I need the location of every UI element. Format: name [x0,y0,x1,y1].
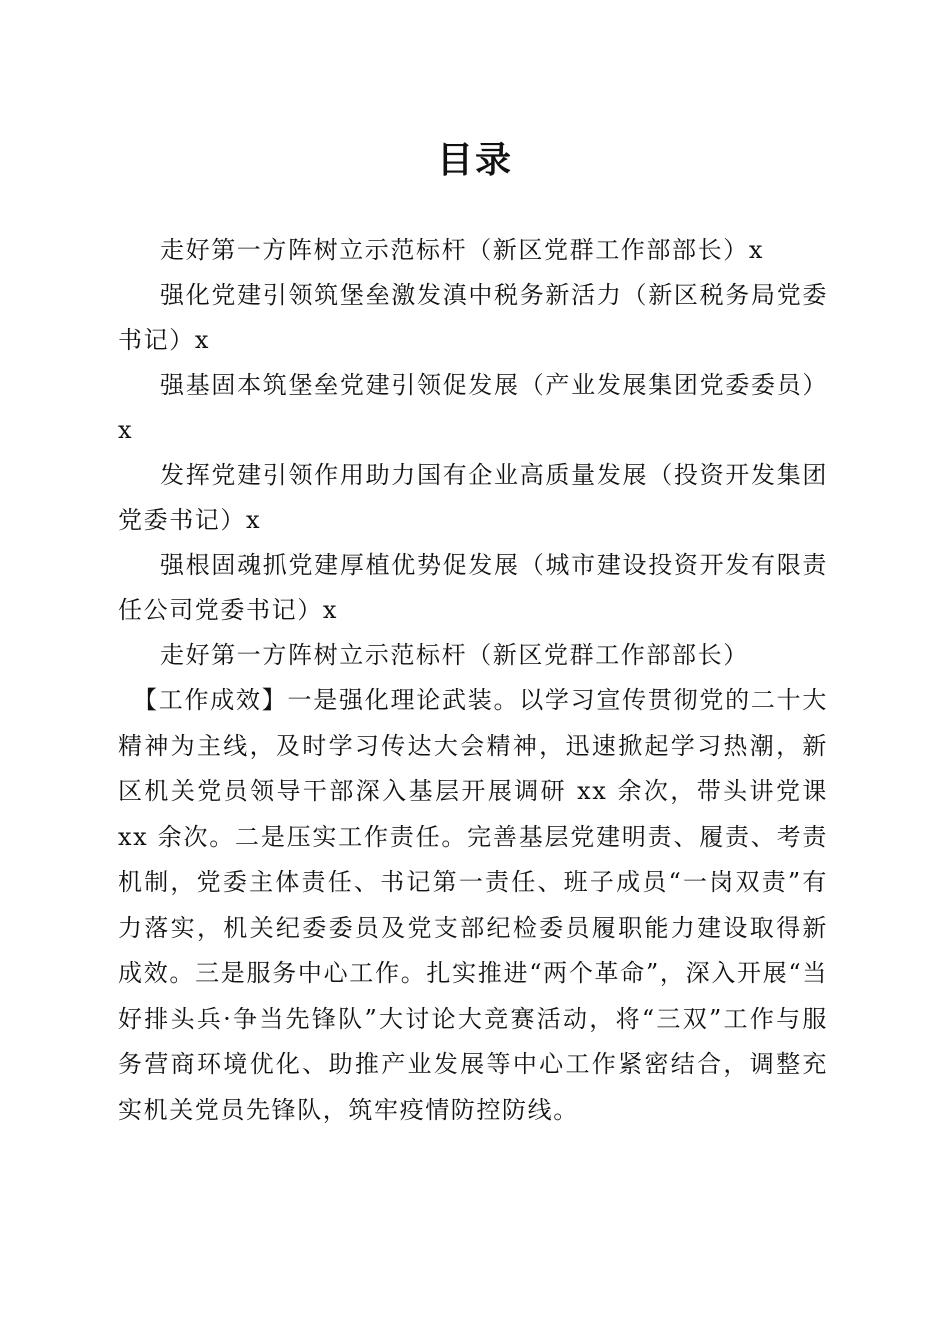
section-heading: 走好第一方阵树立示范标杆（新区党群工作部部长） [160,641,749,669]
page-title: 目录 [436,139,513,181]
toc-page-number: x [748,236,763,264]
toc-entry[interactable] [118,543,828,633]
toc-entry[interactable] [118,453,828,543]
toc-entry-text: 发挥党建引领作用助力国有企业高质量发展（投资开发集团党委书记） [118,461,828,534]
toc-entry-text: 强根固魂抓党建厚植优势促发展（城市建设投资开发有限责任公司党委书记） [118,551,828,624]
document-content [118,228,828,1133]
toc-page-number: x [322,596,337,624]
toc-page-number: x [194,326,209,354]
toc-entry-text: 强基固本筑堡垒党建引领促发展（产业发展集团党委委员） [160,371,828,399]
body-paragraph: 【工作成效】一是强化理论武装。以学习宣传贯彻党的二十大精神为主线，及时学习传达大会精神，迅速掀起学习热潮，新区机关党员领导干部深入基层开展调研 xx 余次，带头讲党课 xx 余次。二是压实工作责任。完善基层党建明责、履责、考责机制，党委主体责任、书记第一责任、班子成员“一岗双责”有力落实，机关纪委委员及党支部纪检委员履职能力建设取得新成效。三是服务中心工作。扎实推进“两个革命”，深入开展“当好排头兵·争当先锋队”大讨论大竞赛活动，将“三双”工作与服务营商环境优化、助推产业发展等中心工作紧密结合，调整充实机关党员先锋队，筑牢疫情防控防线。 [118,686,828,1124]
toc-entry[interactable] [118,228,828,273]
toc-page-number: x [118,416,132,444]
toc-page-number: x [246,506,260,534]
toc-entry[interactable] [118,273,828,363]
toc-entry-text: 走好第一方阵树立示范标杆（新区党群工作部部长） [160,236,749,264]
toc-entry[interactable] [118,363,828,453]
toc-entry-text: 强化党建引领筑堡垒激发滇中税务新活力（新区税务局党委书记） [118,281,828,354]
